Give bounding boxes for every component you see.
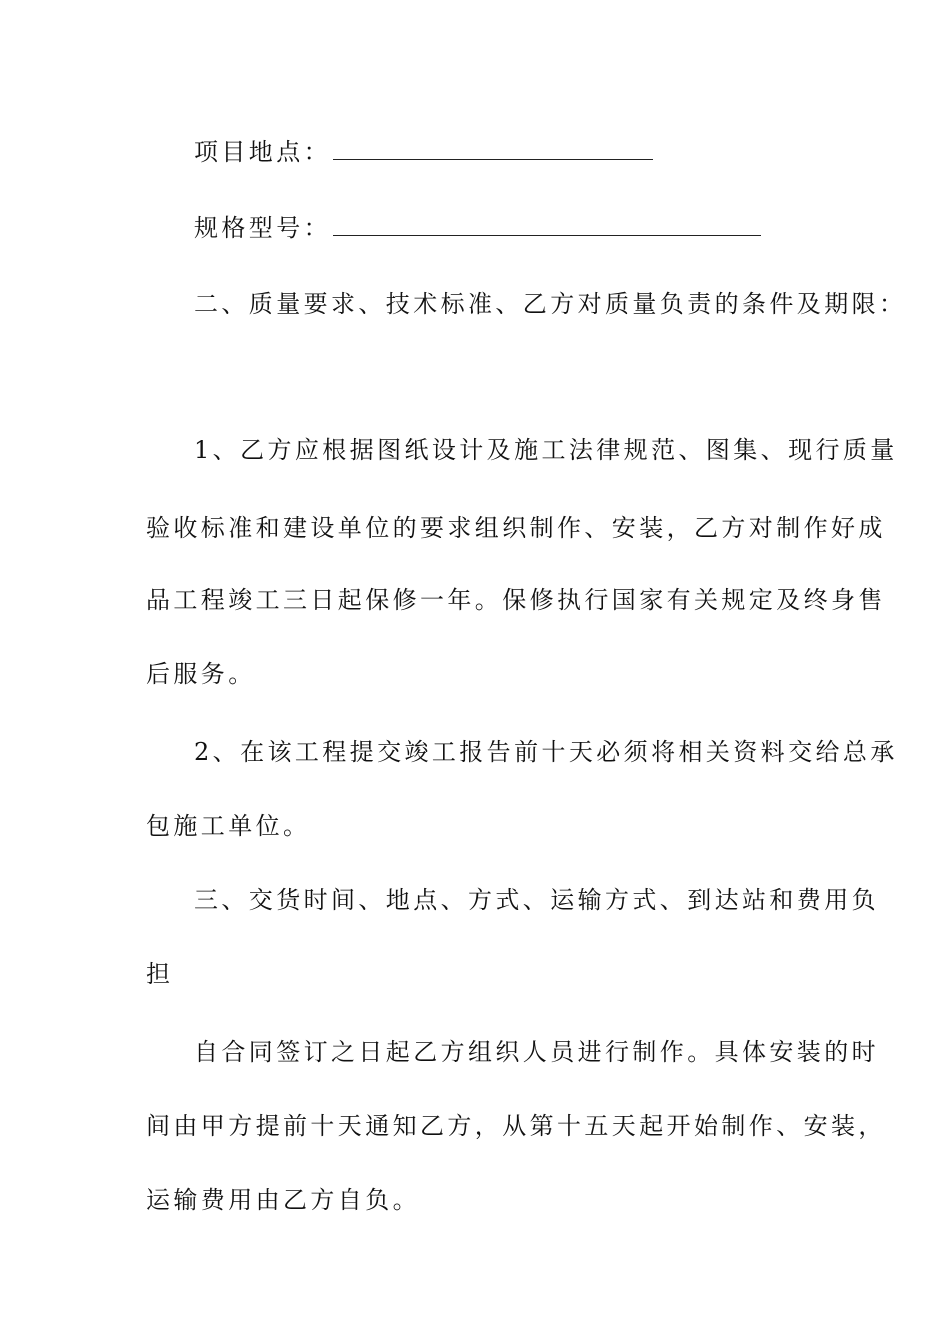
section3-body-line-1: 自合同签订之日起乙方组织人员进行制作。具体安装的时 xyxy=(194,1038,879,1066)
item1-line-2: 验收标准和建设单位的要求组织制作、安装，乙方对制作好成 xyxy=(146,514,886,542)
section3-body-line-2: 间由甲方提前十天通知乙方，从第十五天起开始制作、安装， xyxy=(146,1112,886,1140)
section3-heading-line-1: 三、交货时间、地点、方式、运输方式、到达站和费用负 xyxy=(194,886,879,914)
item2-line-1: 2、在该工程提交竣工报告前十天必须将相关资料交给总承 xyxy=(194,738,898,766)
project-location-label: 项目地点： xyxy=(194,138,331,166)
item1-line-1: 1、乙方应根据图纸设计及施工法律规范、图集、现行质量 xyxy=(194,436,898,464)
spec-model-label: 规格型号： xyxy=(194,214,331,242)
section2-heading: 二、质量要求、技术标准、乙方对质量负责的条件及期限： xyxy=(194,290,907,318)
item1-line-4: 后服务。 xyxy=(146,660,256,688)
item2-line-2: 包施工单位。 xyxy=(146,812,311,840)
project-location-blank xyxy=(333,137,653,160)
project-location-row xyxy=(194,136,653,168)
item1-line-3: 品工程竣工三日起保修一年。保修执行国家有关规定及终身售 xyxy=(146,586,886,614)
spec-model-blank xyxy=(333,213,761,236)
section3-heading-line-2: 担 xyxy=(146,960,174,988)
section3-body-line-3: 运输费用由乙方自负。 xyxy=(146,1186,420,1214)
spec-model-row xyxy=(194,212,761,244)
